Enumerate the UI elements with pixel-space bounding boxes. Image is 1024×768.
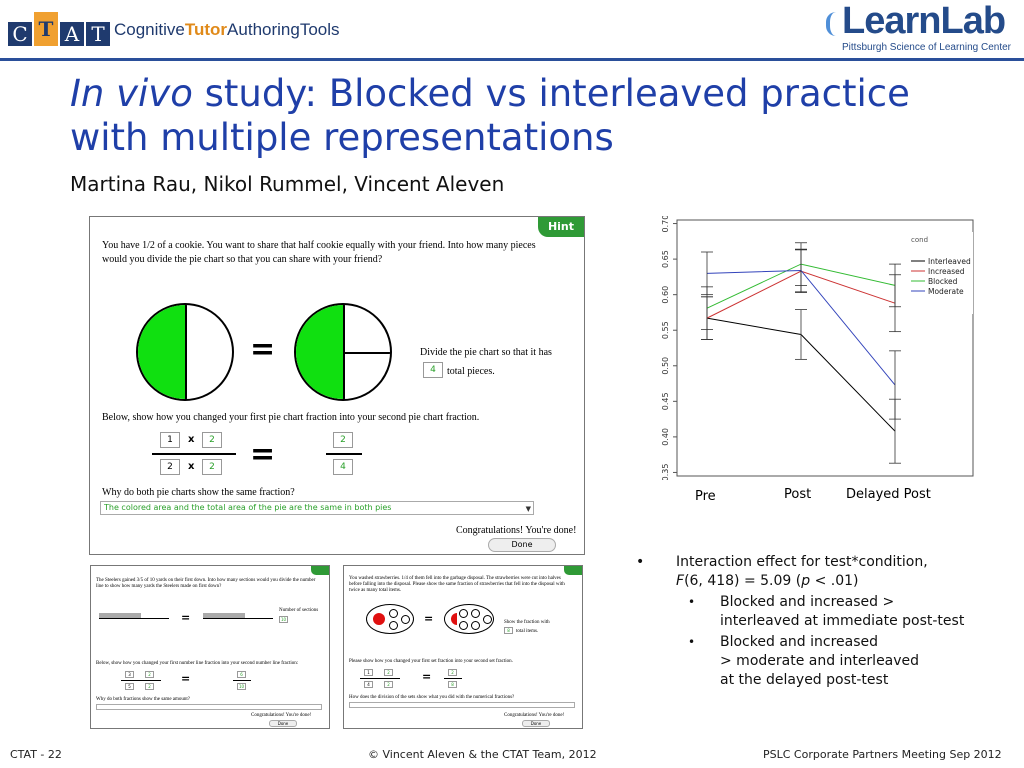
y-tick-label: 0.50 [661, 356, 670, 375]
nl-den-input[interactable]: 5 [125, 683, 134, 690]
legend-entry: Moderate [928, 287, 964, 296]
equals-sign: = [181, 611, 191, 624]
slide-title: In vivo study: Blocked vs interleaved practice with multiple representations [70, 72, 910, 159]
finding-main: • Interaction effect for test*condition, F(6, 418) = 5.09 (p < .01) [636, 554, 928, 589]
x-label-post: Post [784, 487, 812, 502]
set-item [459, 609, 468, 618]
header-rule [0, 58, 1024, 61]
equals-sign: = [181, 672, 191, 685]
equals-sign: = [250, 332, 276, 367]
equals-sign: = [250, 437, 276, 472]
fraction-bar [152, 453, 236, 455]
hint-button[interactable] [311, 566, 329, 575]
set-item [459, 621, 468, 630]
result-numerator-input[interactable]: 2 [333, 432, 353, 448]
below-prompt: Below, show how you changed your first pie chart fraction into your second pie chart fraction. [102, 412, 480, 423]
y-tick-label: 0.60 [661, 285, 670, 304]
slide-authors: Martina Rau, Nikol Rummel, Vincent Aleven [70, 172, 505, 196]
set-result-num-input[interactable]: 2 [448, 669, 457, 676]
set-item [389, 621, 398, 630]
legend-entry: Increased [928, 267, 965, 276]
set-show-label: Show the fraction with [504, 620, 550, 625]
set-result-bar [444, 678, 462, 679]
nl-congrats: Congratulations! You're done! [251, 713, 312, 718]
set-item [389, 609, 398, 618]
tutor-screenshot-number-line [90, 565, 330, 729]
finding-sub-2: • Blocked and increased > moderate and interleaved at the delayed post-test [688, 634, 920, 688]
findings-list [636, 553, 1016, 690]
set-num-input[interactable]: 1 [364, 669, 373, 676]
legend-title: cond [911, 236, 929, 244]
learnlab-logo [826, 0, 1016, 54]
y-tick-label: 0.70 [661, 216, 670, 233]
times-sign: x [188, 461, 195, 472]
bullet-icon: • [688, 595, 696, 609]
results-chart [655, 216, 975, 480]
pie-shaded-half [296, 305, 345, 401]
fraction-denominator-input[interactable]: 2 [160, 459, 180, 475]
set-mult-den-input[interactable]: 2 [384, 681, 393, 688]
why-prompt: Why do both pie charts show the same fraction? [102, 487, 295, 498]
tutor-question: You have 1/2 of a cookie. You want to share that half cookie equally with your friend. Into how many pieces would you divide the pie chart so that you can share with your friend? [102, 240, 536, 265]
set-item [401, 615, 410, 624]
set-den-input[interactable]: 4 [364, 681, 373, 688]
finding-sub-1: • Blocked and increased > interleaved at immediate post-test [688, 594, 965, 629]
set-show-suffix: total items. [516, 629, 539, 634]
ctat-letter-a: A [60, 22, 84, 46]
number-line-right[interactable] [203, 613, 273, 619]
set-item-filled [373, 613, 385, 625]
ctat-logo [8, 8, 340, 50]
set-why-prompt: How does the division of the sets show what you did with the numerical fractions? [349, 695, 515, 700]
learnlab-wordmark: LearnLab [842, 0, 1006, 42]
x-label-delayed-post: Delayed Post [846, 487, 931, 502]
tutor-screenshot-sets [343, 565, 583, 729]
divide-suffix: total pieces. [447, 366, 495, 377]
y-tick-label: 0.35 [661, 463, 670, 480]
nl-mult-num-input[interactable]: 2 [145, 671, 154, 678]
nl-why-prompt: Why do both fractions show the same amount? [96, 697, 191, 702]
set-result-den-input[interactable]: 8 [448, 681, 457, 688]
y-tick-label: 0.40 [661, 427, 670, 446]
nl-result-den-input[interactable]: 10 [238, 684, 245, 689]
congrats-message: Congratulations! You're done! [456, 525, 577, 536]
nl-sections-input[interactable]: 10 [280, 617, 287, 622]
bullet-icon: • [688, 635, 696, 649]
nl-fraction-bar [121, 680, 161, 681]
nl-question: The Steelers gained 3/5 of 10 yards on their first down. Into how many sections would you divide the number line to show how many yards the Steelers made on first down? [96, 578, 316, 589]
nl-num-input[interactable]: 3 [125, 671, 134, 678]
set-right-oval[interactable] [444, 604, 494, 634]
set-done-button[interactable]: Done [522, 720, 550, 727]
bullet-icon: • [636, 554, 645, 570]
legend-entry: Blocked [928, 277, 958, 286]
y-tick-label: 0.45 [661, 392, 670, 411]
set-fraction-bar [360, 678, 400, 679]
set-why-dropdown[interactable] [349, 702, 575, 708]
multiplier-numerator-input[interactable]: 2 [202, 432, 222, 448]
result-fraction-bar [326, 453, 362, 455]
ctat-letter-t: T [34, 12, 58, 46]
why-answer-dropdown[interactable]: The colored area and the total area of the pie are the same in both pies ▼ [100, 501, 534, 515]
line-chart-svg [655, 216, 975, 480]
chevron-down-icon: ▼ [525, 505, 531, 513]
equals-sign: = [422, 670, 432, 683]
tutor-screenshot-pie [89, 216, 585, 555]
learnlab-subtitle: Pittsburgh Science of Learning Center [842, 42, 1011, 53]
nl-sections-label: Number of sections [279, 608, 319, 613]
nl-result-num-input[interactable]: 6 [237, 671, 246, 678]
set-mult-num-input[interactable]: 2 [384, 669, 393, 676]
ctat-letter-c: C [8, 22, 32, 46]
nl-result-bar [233, 680, 251, 681]
times-sign: x [188, 434, 195, 445]
set-count-input[interactable]: 8 [504, 627, 513, 634]
y-tick-label: 0.55 [661, 321, 670, 340]
equals-sign: = [424, 612, 434, 625]
divide-prompt: Divide the pie chart so that it has [420, 347, 552, 358]
fraction-numerator-input[interactable]: 1 [160, 432, 180, 448]
pie-shaded-half [138, 305, 187, 401]
legend-entry: Interleaved [928, 257, 971, 266]
footer-copyright: © Vincent Aleven & the CTAT Team, 2012 [368, 748, 597, 761]
set-below-prompt: Please show how you changed your first set fraction into your second set fraction. [349, 659, 513, 664]
result-denominator-input[interactable]: 4 [333, 459, 353, 475]
nl-done-button[interactable]: Done [269, 720, 297, 727]
set-left-oval [366, 604, 414, 634]
set-item [471, 621, 480, 630]
hint-button[interactable]: Hint [538, 217, 584, 237]
multiplier-denominator-input[interactable]: 2 [202, 459, 222, 475]
pie-chart-right[interactable] [294, 303, 392, 401]
ctat-letter-t2: T [86, 22, 110, 46]
nl-mult-den-input[interactable]: 2 [145, 683, 154, 690]
ctat-product-name: CognitiveTutorAuthoringTools [114, 20, 340, 39]
footer-slide-number: CTAT - 22 [10, 748, 62, 761]
pie-chart-left [136, 303, 234, 401]
set-item [483, 615, 492, 624]
number-line-left [99, 613, 169, 619]
done-button[interactable]: Done [488, 538, 556, 552]
set-item [471, 609, 480, 618]
divide-pieces-input[interactable]: 4 [423, 362, 443, 378]
x-label-pre: Pre [695, 489, 716, 504]
set-question: You washed strawberries. 1/4 of them fell into the garbage disposal. The strawberries were cut into halves before falling into the disposal. Please show the same fraction of strawberries that fell into the disposal with twice as many total items. [349, 576, 565, 593]
footer-event: PSLC Corporate Partners Meeting Sep 2012 [763, 748, 1002, 761]
nl-below-prompt: Below, show how you changed your first number line fraction into your second number line fraction: [96, 661, 299, 666]
pie-divider-line [345, 352, 392, 354]
set-item-half-filled [451, 613, 457, 625]
hint-button[interactable] [564, 566, 582, 575]
set-congrats: Congratulations! You're done! [504, 713, 565, 718]
y-tick-label: 0.65 [661, 250, 670, 269]
nl-why-dropdown[interactable] [96, 704, 322, 710]
